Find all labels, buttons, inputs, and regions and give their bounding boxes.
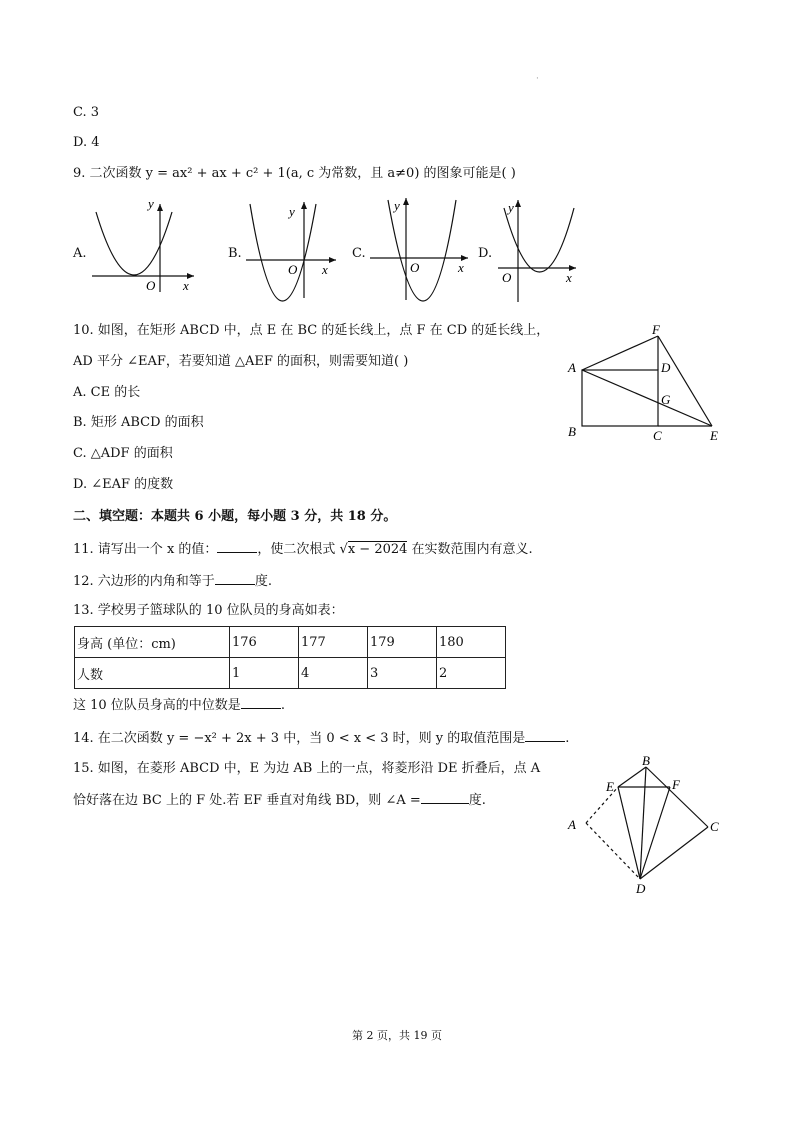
q15-blank (421, 791, 469, 804)
q11-before: 11. 请写出一个 x 的值： (73, 542, 218, 557)
q9-graph-d (496, 196, 580, 306)
q12-before: 12. 六边形的内角和等于 (73, 574, 215, 589)
table-cell: 2 (437, 658, 506, 689)
q10-stem-line1: 10. 如图，在矩形 ABCD 中，点 E 在 BC 的延长线上，点 F 在 CD 的延长线上， (73, 323, 550, 338)
q12-blank (215, 572, 255, 585)
q9-d-x-label: x (566, 270, 572, 285)
q9-a-x-label: x (183, 278, 189, 293)
q15-label-f: F (672, 777, 680, 792)
q10-option-d: D. ∠EAF 的度数 (73, 477, 174, 492)
q13-after-end: . (280, 698, 285, 713)
q15-label-d: D (636, 881, 646, 895)
q10-label-b: B (568, 424, 576, 439)
table-cell: 3 (368, 658, 437, 689)
q9-graph-b (242, 198, 342, 304)
table-row (75, 658, 506, 689)
q15-line2-after: 度. (468, 793, 486, 808)
q11-middle: ，使二次根式 (257, 542, 340, 557)
table-cell: 4 (299, 658, 368, 689)
q9-graph-c (368, 192, 472, 304)
q10-rectangle-figure (560, 320, 730, 448)
q15-label-e: E (606, 779, 614, 794)
q15-label-a: A (568, 817, 576, 832)
q10-label-d: D (661, 360, 671, 375)
q11-blank (217, 540, 257, 553)
q15-line1: 15. 如图，在菱形 ABCD 中，E 为边 AB 上的一点，将菱形沿 DE 折叠后，点 A (73, 761, 541, 776)
table-row (75, 627, 506, 658)
q9-option-d-letter: D. (478, 246, 493, 261)
q10-option-c: C. △ADF 的面积 (73, 446, 173, 461)
q9-a-origin-label: O (146, 278, 156, 293)
q13-blank (241, 696, 281, 709)
q9-d-y-label: y (508, 200, 514, 215)
q10-label-a: A (568, 360, 576, 375)
q11-sqrt-sign: √ (339, 542, 348, 557)
q10-label-g: G (661, 392, 671, 407)
table-cell: 179 (368, 627, 437, 658)
page-footer: 第 2 页，共 19 页 (352, 1029, 442, 1042)
header-mark: · (536, 74, 539, 84)
q11 (73, 540, 533, 559)
table-cell: 身高 (单位：cm) (75, 627, 230, 658)
table-cell: 180 (437, 627, 506, 658)
q9-b-y-label: y (289, 204, 295, 219)
q9-option-c-letter: C. (352, 246, 366, 261)
q15-rhombus-figure (560, 755, 730, 895)
q10-label-c: C (653, 428, 662, 443)
section-2-heading: 二、填空题：本题共 6 小题，每小题 3 分，共 18 分。 (73, 509, 397, 524)
q12-after: 度. (254, 574, 272, 589)
q13-height-table (74, 626, 506, 689)
q9-option-a-letter: A. (73, 246, 87, 261)
q9-a-y-label: y (148, 198, 154, 211)
q10-option-a: A. CE 的长 (73, 385, 141, 400)
table-cell: 177 (299, 627, 368, 658)
q15-label-b: B (642, 755, 650, 768)
q9-option-b-letter: B. (228, 246, 242, 261)
q8-option-d: D. 4 (73, 135, 100, 150)
q12 (73, 572, 272, 591)
q10-label-e: E (710, 428, 718, 443)
q13-stem: 13. 学校男子篮球队的 10 位队员的身高如表： (73, 603, 344, 618)
table-cell: 1 (230, 658, 299, 689)
q13-after-before: 这 10 位队员身高的中位数是 (73, 698, 241, 713)
q9-b-origin-label: O (288, 262, 298, 277)
q15-line2-before: 恰好落在边 BC 上的 F 处.若 EF 垂直对角线 BD，则 ∠A = (73, 793, 421, 808)
q8-option-c: C. 3 (73, 105, 100, 120)
q9-d-origin-label: O (502, 270, 512, 285)
q15-label-c: C (710, 819, 719, 834)
q9-c-y-label: y (394, 198, 400, 213)
q9-c-origin-label: O (410, 260, 420, 275)
q11-radicand: x − 2024 (347, 542, 408, 557)
q9-stem: 9. 二次函数 y = ax² + ax + c² + 1(a, c 为常数，且 a≠0) 的图象可能是( ) (73, 166, 516, 181)
q10-stem-line2: AD 平分 ∠EAF，若要知道 △AEF 的面积，则需要知道( ) (73, 354, 409, 369)
q9-c-x-label: x (458, 260, 464, 275)
q10-label-f: F (652, 322, 660, 337)
q9-b-x-label: x (322, 262, 328, 277)
q13-question (73, 696, 285, 715)
q11-after: 在实数范围内有意义. (407, 542, 533, 557)
q14-after: . (565, 731, 570, 746)
q14-before: 14. 在二次函数 y = −x² + 2x + 3 中，当 0 < x < 3 时，则 y 的取值范围是 (73, 731, 526, 746)
q10-option-b: B. 矩形 ABCD 的面积 (73, 415, 204, 430)
q9-graph-a (88, 198, 198, 294)
q14 (73, 729, 569, 748)
q15-line2 (73, 791, 486, 810)
table-cell: 人数 (75, 658, 230, 689)
q14-blank (525, 729, 565, 742)
table-cell: 176 (230, 627, 299, 658)
